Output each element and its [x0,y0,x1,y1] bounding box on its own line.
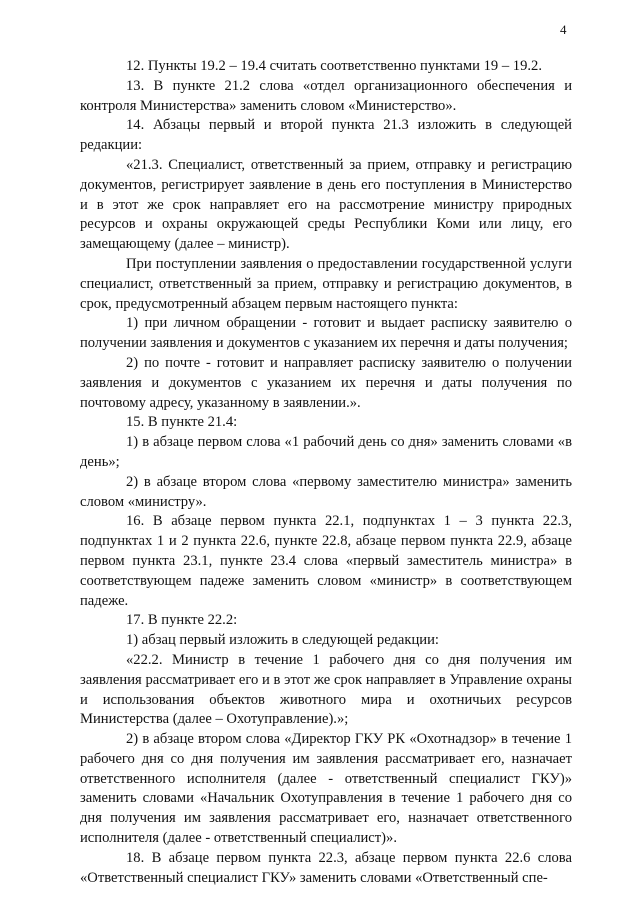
paragraph-item-17-2: 2) в абзаце втором слова «Директор ГКУ РК «Охотнадзор» в течение 1 рабочего дня со дня получения им заявления рассматривает его, назначает ответственного исполнителя (далее - ответственный специалист ГКУ)» заменить словами «Начальник Охотуправления в течение 1 рабочего дня со дня получения им заявления рассматривает его, назначает ответственного исполнителя (далее - ответственный специалист)». [80,731,572,847]
paragraph-item-15-2: 2) в абзаце втором слова «первому заместителю министра» заменить словом «министру». [80,473,572,510]
paragraph-item-17-1: 1) абзац первый изложить в следующей редакции: [126,632,439,649]
paragraph-item-14: 14. Абзацы первый и второй пункта 21.3 изложить в следующей редакции: [80,117,572,154]
document-body [80,57,572,888]
paragraph-item-12: 12. Пункты 19.2 – 19.4 считать соответственно пунктами 19 – 19.2. [126,58,542,74]
paragraph-item-16: 16. В абзаце первом пункта 22.1, подпунктах 1 – 3 пункта 22.3, подпунктах 1 и 2 пункта 22.6, пункте 22.8, абзаце первом пункта 22.9, абзаце первом пункта 23.1, пункте 23.4 слова «первый заместитель министра» в соответствующем падеже заменить словом «министр» в соответствующем падеже. [80,513,572,609]
paragraph-quote-22-2: «22.2. Министр в течение 1 рабочего дня со дня получения им заявления рассматривает его и в этот же срок направляет в Управление охраны и использования объектов животного мира и охотничьих ресурсов Министерства (далее – Охотуправление).»; [80,651,572,728]
paragraph-item-15: 15. В пункте 21.4: [126,414,238,431]
paragraph-item-18: 18. В абзаце первом пункта 22.3, абзаце первом пункта 22.6 слова «Ответственный специалист ГКУ» заменить словами «Ответственный спе- [80,849,572,886]
paragraph-personal-visit: 1) при личном обращении - готовит и выдает расписку заявителю о получении заявления и документов с указанием их перечня и даты получения; [80,315,572,352]
paragraph-quote-21-3: «21.3. Специалист, ответственный за прием, отправку и регистрацию документов, регистрирует заявление в день его поступления в Министерство и в этот же срок направляет его на рассмотрение министру природных ресурсов и охраны окружающей среды Республики Коми или лицу, его замещающему (далее – министр). [80,156,572,253]
paragraph-item-15-1: 1) в абзаце первом слова «1 рабочий день со дня» заменить словами «в день»; [80,434,572,470]
paragraph-receipt-procedure: При поступлении заявления о предоставлении государственной услуги специалист, ответственный за прием, отправку и регистрацию документов, в срок, предусмотренный абзацем первым настоящего пункта: [80,255,572,312]
paragraph-item-13: 13. В пункте 21.2 слова «отдел организационного обеспечения и контроля Министерства» заменить словом «Министерство». [80,77,572,114]
paragraph-item-17: 17. В пункте 22.2: [126,612,238,629]
page-number: 4 [560,22,567,37]
paragraph-mail: 2) по почте - готовит и направляет расписку заявителю о получении заявления и документов с указанием их перечня и даты получения по почтовому адресу, указанному в заявлении.». [80,354,572,411]
